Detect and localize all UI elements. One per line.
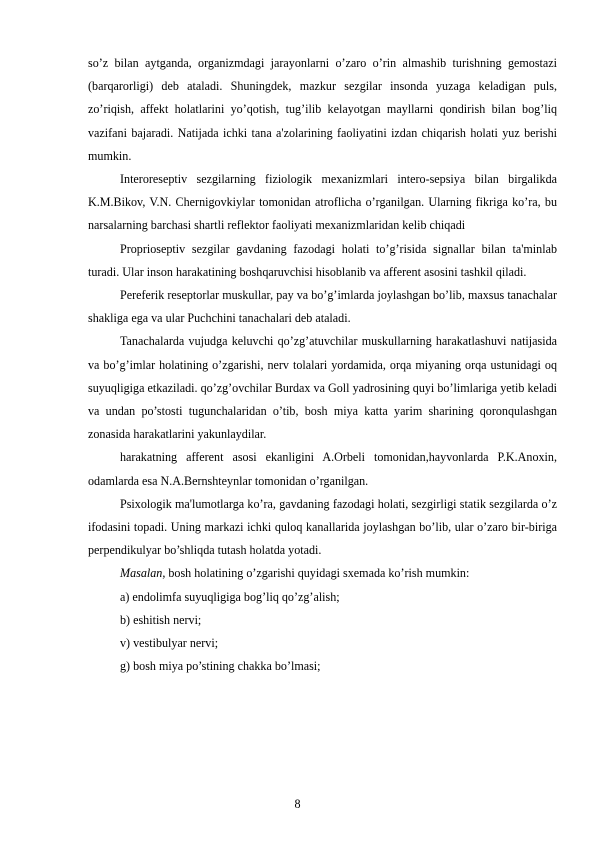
page-number: 8	[294, 797, 301, 811]
list-item: a) endolimfa suyuqligiga bog’liq qo’zg’alish;	[120, 589, 340, 604]
scheme-list	[88, 586, 557, 679]
paragraph-interoreceptive: Interoreseptiv sezgilarning fiziologik mexanizmlari intero-sepsiya bilan birgalikda K.M.Bikov, V.N. Chernigovkiylar tomonidan atroflicha o’rganilgan. Ularning fikriga ko’ra, bu narsalarning barchasi shartli reflektor faoliyati mexanizmlaridan kelib chiqadi	[88, 172, 557, 233]
paragraph-static-sensations: Psixologik ma'lumotlarga ko’ra, gavdaning fazodagi holati, sezgirligi statik sezgilarda o’z ifodasini topadi. Uning markazi ichki quloq kanallarida joylashgan bo’lib, ular o’zaro bir-biriga perpendikulyar bo’shliqda tutash holatda yotadi.	[88, 496, 557, 558]
paragraph-example	[88, 562, 557, 585]
paragraph-continuation: so’z bilan aytganda, organizmdagi jarayonlarni o’zaro o’rin almashib turishning gemostazi (barqarorligi) deb ataladi. Shuningdek, mazkur sezgilar insonda yuzaga keladigan puls, zo’riqish, affekt holatlarini yo’qotish, tug’ilib kelayotgan mayllarni qondirish bilan bog’liq vazifani bajaradi. Natijada ichki tana a'zolarining faoliyatini izdan chiqarish holati yuz berishi mumkin.	[88, 56, 557, 163]
list-item: v) vestibulyar nervi;	[120, 636, 219, 651]
document-page	[88, 52, 557, 678]
example-text: bosh holatining o’zgarishi quyidagi sxemada ko’rish mumkin:	[165, 566, 470, 581]
example-label: Masalan,	[120, 566, 166, 581]
list-item: b) eshitish nervi;	[120, 612, 202, 627]
paragraph-corpuscles: Tanachalarda vujudga keluvchi qo’zg’atuvchilar muskullarning harakatlashuvi natijasida va bo’g’imlar holatining o’zgarishi, nerv tolalari yordamida, orqa miyaning orqa ustunidagi oq suyuqligiga etkaziladi. qo’zg’ovchilar Burdax va Goll yadrosining quyi bo’limlariga yetib keladi va undan po’stosti tugunchalaridan o’tib, bosh miya katta yarim sharining qoronqulashgan zonasida harakatlarini yakunlaydilar.	[88, 334, 557, 442]
paragraph-proprioceptive: Proprioseptiv sezgilar gavdaning fazodagi holati to’g’risida signallar bilan ta'minlab turadi. Ular inson harakatining boshqaruvchisi hisoblanib va afferent asosini tashkil qiladi.	[88, 241, 557, 279]
paragraph-afferent-basis: harakatning afferent asosi ekanligini A.Orbeli tomonidan,hayvonlarda P.K.Anoxin, odamlarda esa N.A.Bernshteynlar tomonidan o’rganilgan.	[88, 450, 557, 488]
list-item: g) bosh miya po’stining chakka bo’lmasi;	[120, 659, 321, 674]
paragraph-peripheral-receptors: Pereferik reseptorlar muskullar, pay va bo’g’imlarda joylashgan bo’lib, maxsus tanachalar shakliga ega va ular Puchchini tanachalari deb ataladi.	[88, 288, 557, 326]
